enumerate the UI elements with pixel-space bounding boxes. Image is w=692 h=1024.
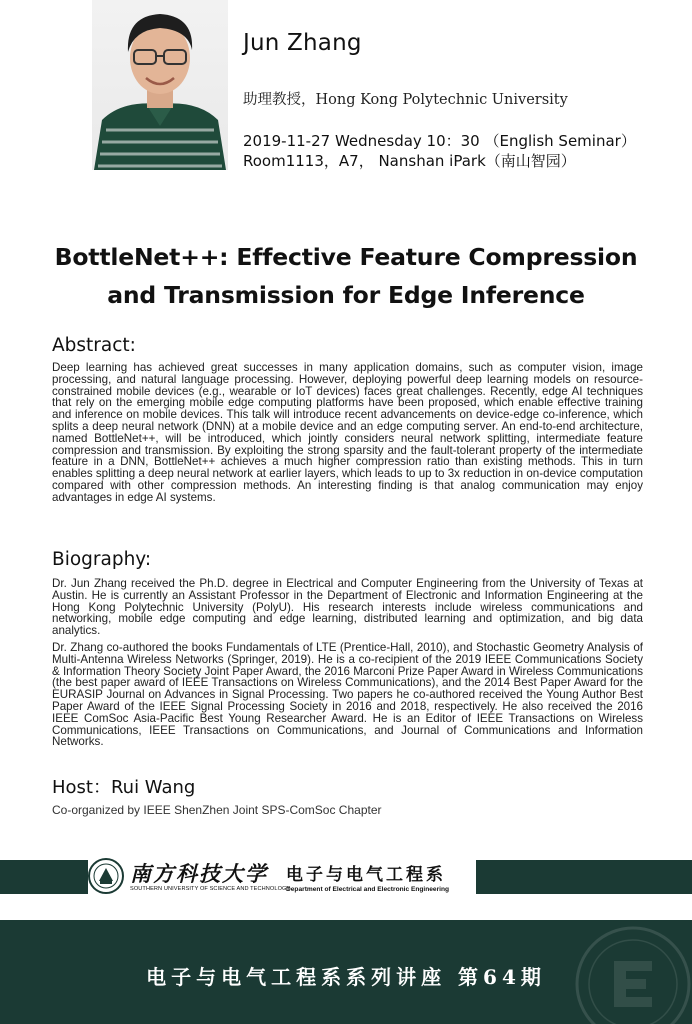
department-name-cn: 电子与电气工程系 [286,865,446,885]
speaker-affiliation: 助理教授，Hong Kong Polytechnic University [243,92,568,108]
speaker-photo-illustration [92,0,228,170]
logo-band-right [476,860,692,894]
abstract-text: Deep learning has achieved great successes in many application domains, such as computer vision, image processing, and natural language processing. However, deploying powerful deep learning models on resource-constrained mobile devices (e.g., wearable or IoT devices) faces great challenges. Recently, edge AI techniques that rely on the emerging mobile edge computing platforms have been proposed, which enable effective training and inference on mobile devices. This talk will introduce recent advancements on device-edge co-inference, which splits a deep neural network (DNN) at a mobile device and an edge computing server. An end-to-end architecture, named BottleNet++, will be introduced, which jointly considers neural network splitting, intermediate feature compression and transmission. By exploiting the strong sparsity and the fault-tolerant property of the intermediate feature in a DNN, BottleNet++ achieves a much higher compression ratio than existing methods. This in turn enables splitting a deep neural network at earlier layers, which leads to up to 3x reduction in on-device computation compared with other compression methods. An interesting finding is that analog communication may enjoy advantages in edge AI systems. [52,361,643,504]
coorganizer-line: Co-organized by IEEE ShenZhen Joint SPS-ComSoc Chapter [52,803,382,817]
speaker-photo [92,0,228,170]
event-datetime: 2019-11-27 Wednesday 10：30 （English Seminar） [243,132,636,150]
logo-band-left [0,860,88,894]
biography-paragraph-1: Dr. Jun Zhang received the Ph.D. degree in Electrical and Computer Engineering from the University of Texas at Austin. He is currently an Assistant Professor in the Department of Electronic and Information Engineering at the Hong Kong Polytechnic University (PolyU). His research interests include wireless communications and networking, mobile edge computing and edge learning, distributed learning and optimization, and big data analytics. [52,577,643,638]
abstract-heading: Abstract: [52,335,136,356]
department-name-en: Department of Electrical and Electronic Engineering [286,886,450,893]
host-line: Host：Rui Wang [52,777,196,798]
lecture-series-title: 电子与电气工程系系列讲座 第64期 [146,965,546,989]
speaker-name: Jun Zhang [243,30,362,56]
university-name-cn: 南方科技大学 [130,861,268,886]
biography-paragraph-2: Dr. Zhang co-authored the books Fundamentals of LTE (Prentice-Hall, 2010), and Stochastic Geometry Analysis of Multi-Antenna Wireless Networks (Springer, 2019). He is a co-recipient of the 2019 IEEE Communications Society & Information Theory Society Joint Paper Award, the 2016 Marconi Prize Paper Award in Wireless Communications (the best paper award of IEEE Transactions on Wireless Communications), and the 2014 Best Paper Award for the EURASIP Journal on Advances in Signal Processing. Two papers he co-authored received the Young Author Best Paper Award of the IEEE Signal Processing Society in 2016 and 2018, respectively. He also received the 2016 IEEE ComSoc Asia-Pacific Best Young Researcher Award. He is an Editor of IEEE Transactions on Wireless Communications, IEEE Transactions on Communications, and Journal of Communications and Information Networks. [52,641,643,749]
footer-banner [0,920,692,1024]
biography-heading: Biography: [52,549,152,570]
university-seal-icon [88,858,124,894]
talk-title: BottleNet++: Effective Feature Compression and Transmission for Edge Inference [54,243,638,309]
university-name-en: SOUTHERN UNIVERSITY OF SCIENCE AND TECHNOLOGY [130,886,291,892]
event-venue: Room1113，A7， Nanshan iPark（南山智园） [243,152,576,170]
